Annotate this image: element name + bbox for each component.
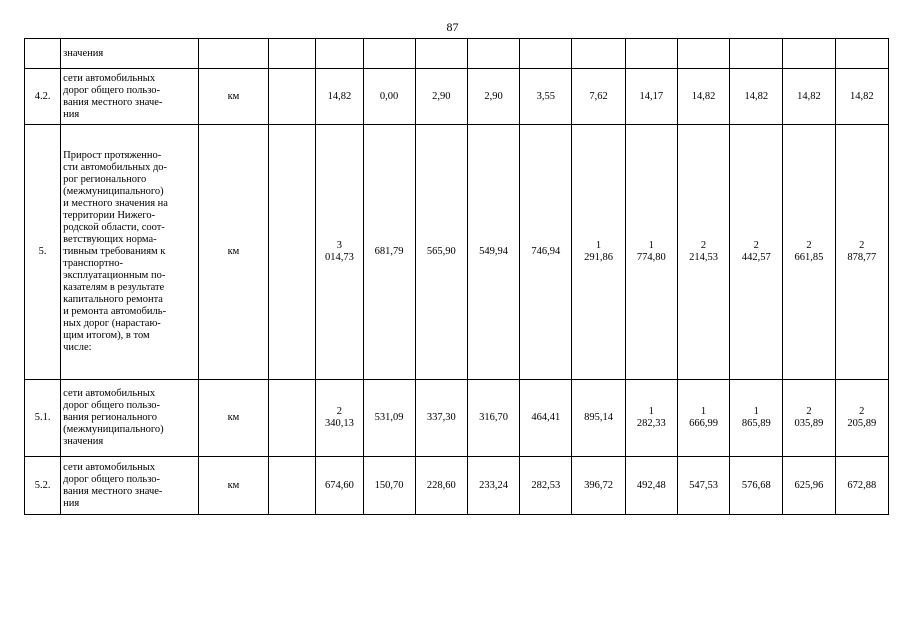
value-cell (467, 457, 519, 515)
value-cell-text: 14,82 (691, 90, 716, 102)
value-cell-text: 282,53 (531, 479, 561, 491)
page-number: 87 (446, 20, 459, 34)
row-number-cell (25, 39, 61, 69)
unit-cell-text: км (227, 90, 240, 102)
value-cell (625, 39, 677, 69)
value-cell-text: 14,82 (797, 90, 821, 102)
value-cell (730, 457, 783, 515)
row-number-cell (25, 457, 61, 515)
table-body (25, 39, 889, 515)
value-cell-text: 2 340,13 (324, 406, 354, 429)
value-cell-text: 2 035,89 (794, 406, 824, 429)
value-cell (783, 69, 835, 125)
value-cell-text: 396,72 (584, 479, 613, 491)
value-cell (572, 69, 625, 125)
value-cell (835, 380, 888, 457)
empty-cell (269, 380, 316, 457)
value-cell-text: 2 661,85 (794, 240, 824, 263)
empty-cell (269, 125, 316, 380)
value-cell (363, 125, 415, 380)
value-cell (677, 125, 729, 380)
value-cell (316, 39, 363, 69)
unit-cell-text: км (227, 412, 240, 423)
value-cell (677, 457, 729, 515)
value-cell-text: 316,70 (479, 412, 509, 423)
value-cell (572, 457, 625, 515)
indicator-name-cell-text: сети автомобильных дорог общего пользо- вания регионального (межмуниципального) значения (63, 388, 164, 447)
unit-cell (198, 125, 268, 380)
indicator-table (24, 38, 889, 515)
indicator-name-cell-text: значения (63, 47, 104, 59)
value-cell (625, 457, 677, 515)
value-cell-text: 228,60 (426, 479, 456, 491)
value-cell-text: 2 442,57 (741, 240, 771, 263)
indicator-name-cell-text: Прирост протяженно- сти автомобильных до- рог регионального (межмуниципального) и местного значения на территории Нижего- родской области, соот- ветствующих норма- тивным требованиям к транспортно- эксплуатационным по- казателям в результате капитального ремонта и ремонта автомобиль- ных дорог (нарастаю- щим итогом), в том числе: (63, 150, 168, 353)
row-number-cell-text: 5.1. (34, 412, 51, 423)
value-cell-text: 14,82 (849, 90, 874, 102)
row-number-cell-text: 4.2. (34, 90, 51, 102)
value-cell (783, 457, 835, 515)
value-cell-text: 337,30 (426, 412, 456, 423)
value-cell (783, 39, 835, 69)
value-cell-text: 14,17 (639, 90, 664, 102)
value-cell (835, 457, 888, 515)
value-cell-text: 0,00 (379, 90, 399, 102)
value-cell-text: 1 774,80 (636, 240, 666, 263)
value-cell (467, 125, 519, 380)
empty-cell (269, 457, 316, 515)
value-cell-text: 1 865,89 (741, 406, 771, 429)
table-row (25, 457, 889, 515)
table-row (25, 125, 889, 380)
value-cell-text: 3 014,73 (324, 240, 354, 263)
indicator-name-cell (61, 125, 199, 380)
empty-cell (269, 69, 316, 125)
value-cell (520, 125, 572, 380)
value-cell-text: 2,90 (484, 90, 503, 102)
value-cell (415, 380, 467, 457)
value-cell (572, 380, 625, 457)
value-cell-text: 7,62 (589, 90, 608, 102)
value-cell (363, 69, 415, 125)
row-number-cell-text: 5.2. (34, 479, 51, 491)
unit-cell (198, 39, 268, 69)
value-cell-text: 674,60 (324, 479, 354, 491)
value-cell (783, 125, 835, 380)
value-cell-text: 547,53 (689, 479, 718, 491)
value-cell (835, 39, 888, 69)
unit-cell (198, 380, 268, 457)
value-cell-text: 14,82 (327, 90, 352, 102)
indicator-name-cell (61, 457, 199, 515)
value-cell (467, 380, 519, 457)
value-cell (625, 125, 677, 380)
value-cell-text: 1 666,99 (689, 406, 718, 429)
value-cell (625, 69, 677, 125)
value-cell-text: 672,88 (847, 479, 877, 491)
value-cell (316, 457, 363, 515)
value-cell (677, 69, 729, 125)
value-cell-text: 233,24 (479, 479, 509, 491)
row-number-cell (25, 380, 61, 457)
value-cell (677, 380, 729, 457)
value-cell (363, 457, 415, 515)
value-cell-text: 681,79 (374, 246, 404, 257)
value-cell (835, 69, 888, 125)
value-cell (520, 457, 572, 515)
value-cell-text: 1 291,86 (584, 240, 613, 263)
value-cell (316, 69, 363, 125)
value-cell (520, 380, 572, 457)
unit-cell (198, 69, 268, 125)
value-cell-text: 895,14 (584, 412, 613, 423)
value-cell (572, 39, 625, 69)
value-cell-text: 746,94 (531, 246, 561, 257)
table-row (25, 39, 889, 69)
value-cell (520, 69, 572, 125)
value-cell (520, 39, 572, 69)
unit-cell-text: км (227, 479, 240, 491)
indicator-name-cell-text: сети автомобильных дорог общего пользо- вания местного значе- ния (63, 461, 163, 509)
value-cell-text: 3,55 (536, 90, 555, 102)
value-cell (316, 125, 363, 380)
value-cell-text: 625,96 (794, 479, 824, 491)
value-cell-text: 2 205,89 (847, 406, 877, 429)
value-cell (677, 39, 729, 69)
unit-cell (198, 457, 268, 515)
value-cell-text: 2,90 (432, 90, 451, 102)
value-cell (783, 380, 835, 457)
value-cell (363, 380, 415, 457)
value-cell (415, 39, 467, 69)
value-cell (730, 380, 783, 457)
value-cell (415, 457, 467, 515)
value-cell-text: 14,82 (744, 90, 769, 102)
value-cell (625, 380, 677, 457)
row-number-cell (25, 69, 61, 125)
value-cell (467, 69, 519, 125)
value-cell (316, 380, 363, 457)
value-cell-text: 549,94 (479, 246, 509, 257)
value-cell-text: 1 282,33 (636, 406, 666, 429)
value-cell-text: 576,68 (741, 479, 771, 491)
value-cell (415, 69, 467, 125)
row-number-cell (25, 125, 61, 380)
value-cell-text: 150,70 (374, 479, 404, 491)
empty-cell (269, 39, 316, 69)
value-cell-text: 464,41 (531, 412, 561, 423)
value-cell (730, 39, 783, 69)
table-row (25, 380, 889, 457)
value-cell (363, 39, 415, 69)
value-cell-text: 565,90 (426, 246, 456, 257)
value-cell (730, 125, 783, 380)
row-number-cell-text: 5. (38, 246, 47, 257)
value-cell (467, 39, 519, 69)
value-cell-text: 531,09 (374, 412, 404, 423)
unit-cell-text: км (227, 246, 240, 257)
value-cell (835, 125, 888, 380)
value-cell (415, 125, 467, 380)
value-cell (572, 125, 625, 380)
value-cell-text: 492,48 (636, 479, 666, 491)
value-cell-text: 2 878,77 (847, 240, 877, 263)
value-cell-text: 2 214,53 (689, 240, 718, 263)
value-cell (730, 69, 783, 125)
table-row (25, 69, 889, 125)
indicator-name-cell (61, 39, 199, 69)
indicator-name-cell-text: сети автомобильных дорог общего пользо- вания местного значе- ния (63, 72, 163, 120)
indicator-name-cell (61, 380, 199, 457)
indicator-name-cell (61, 69, 199, 125)
